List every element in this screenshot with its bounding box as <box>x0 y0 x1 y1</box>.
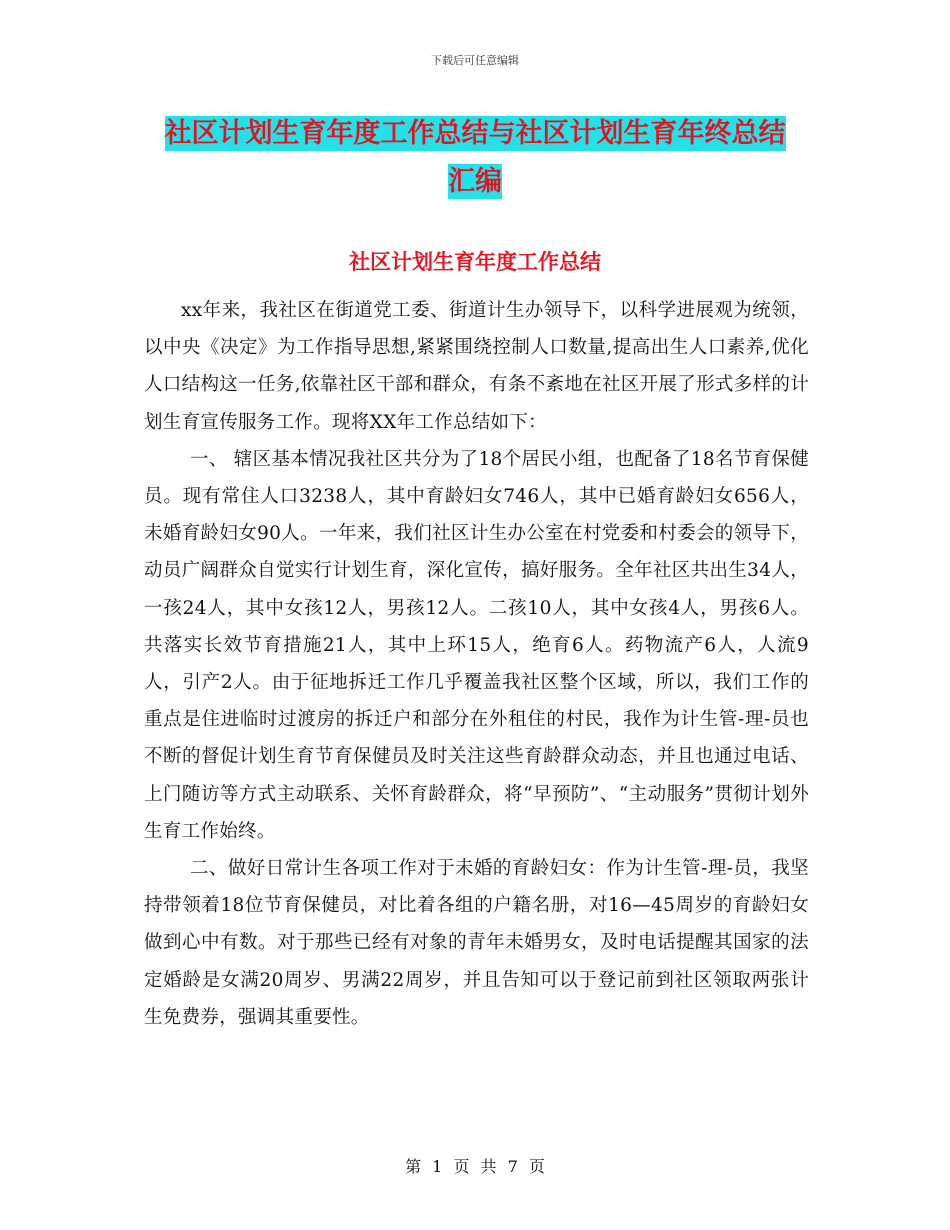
document-title-line-2: 汇编 <box>448 166 502 197</box>
page-header-note: 下载后可任意编辑 <box>431 54 519 67</box>
page-footer: 第 1 页 共 7 页 <box>405 1157 545 1176</box>
section-title: 社区计划生育年度工作总结 <box>349 250 601 274</box>
paragraph-section-2: 二、做好日常计生各项工作对于未婚的育龄妇女：作为计生管-理-员，我坚持带领着18位节育保健员，对比着各组的户籍名册，对16—45周岁的育龄妇女做到心中有数。对于那些已经有对象的青年未婚男女，及时电话提醒其国家的法定婚龄是女满20周岁、男满22周岁，并且告知可以于登记前到社区领取两张计生免费券，强调其重要性。 <box>144 858 809 1028</box>
document-body <box>144 292 809 1036</box>
document-title-line-1: 社区计划生育年度工作总结与社区计划生育年终总结 <box>164 118 786 149</box>
document-title <box>0 110 950 206</box>
paragraph-intro: xx年来，我社区在街道党工委、街道计生办领导下，以科学进展观为统领，以中央《决定》为工作指导思想,紧紧围绕控制人口数量,提高出生人口素养,优化人口结构这一任务,依靠社区干部和群众，有条不紊地在社区开展了形式多样的计划生育宣传服务工作。现将XX年工作总结如下： <box>144 300 809 433</box>
paragraph-section-1: 一、 辖区基本情况我社区共分为了18个居民小组，也配备了18名节育保健员。现有常住人口3238人，其中育龄妇女746人，其中已婚育龄妇女656人，未婚育龄妇女90人。一年来，我们社区计生办公室在村党委和村委会的领导下，动员广阔群众自觉实行计划生育，深化宣传，搞好服务。全年社区共出生34人，一孩24人，其中女孩12人，男孩12人。二孩10人，其中女孩4人，男孩6人。共落实长效节育措施21人，其中上环15人，绝育6人。药物流产6人，人流9人，引产2人。由于征地拆迁工作几乎覆盖我社区整个区域，所以，我们工作的重点是住进临时过渡房的拆迁户和部分在外租住的村民，我作为计生管-理-员也不断的督促计划生育节育保健员及时关注这些育龄群众动态，并且也通过电话、上门随访等方式主动联系、关怀育龄群众，将“早预防”、“主动服务”贯彻计划外生育工作始终。 <box>144 448 809 842</box>
